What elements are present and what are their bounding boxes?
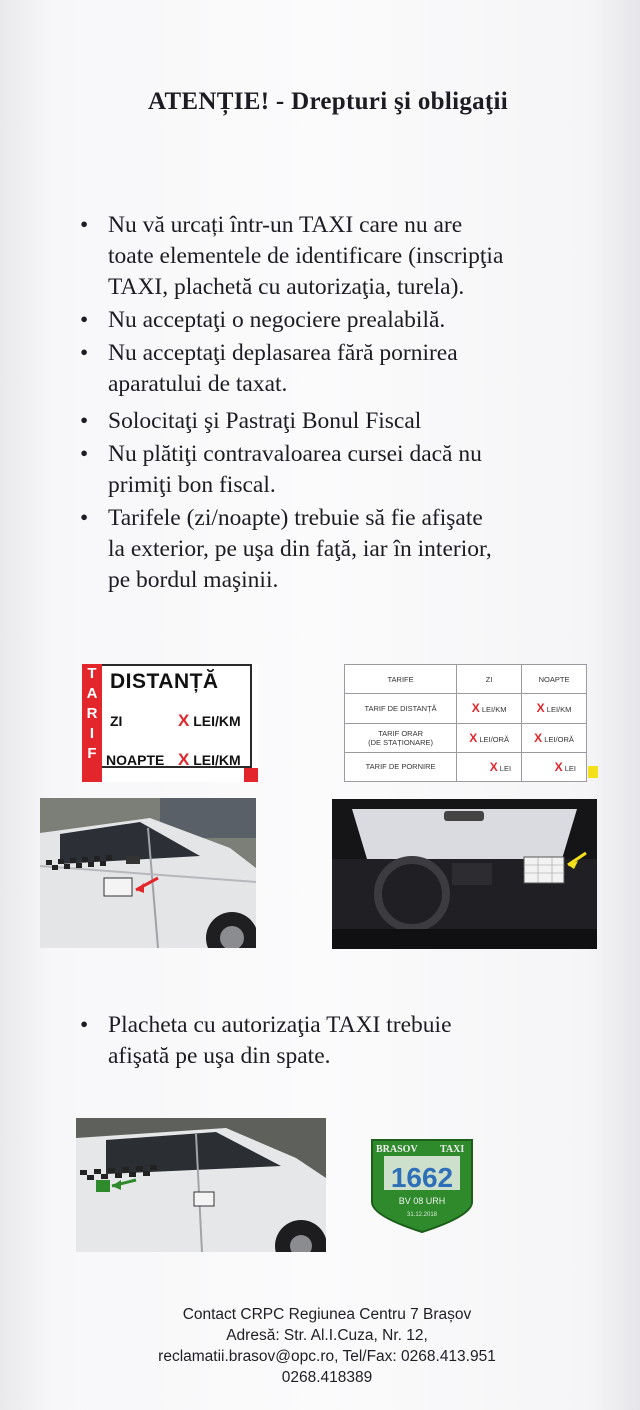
contact-line: Contact CRPC Regiunea Centru 7 Brașov: [182, 1306, 472, 1323]
table-row: TARIF DE DISTANȚĂ X LEI/KM X LEI/KM: [345, 694, 587, 723]
badge-plate: BV 08 URH: [398, 1196, 446, 1206]
taxi-authorization-badge: [370, 1136, 474, 1234]
badge-kind: TAXI: [440, 1144, 465, 1155]
taxi-front-door-photo: [40, 798, 256, 948]
list-item: • Nu plătiţi contravaloarea cursei dacă nu primiţi bon fiscal.: [80, 441, 482, 498]
list-item: • Solocitaţi şi Pastraţi Bonul Fiscal: [80, 408, 422, 434]
sign-heading: DISTANȚĂ: [110, 670, 219, 693]
sign-noapte-value: X LEI/KM: [178, 750, 241, 769]
list-item: • Nu acceptaţi deplasarea fără pornirea aparatului de taxat.: [80, 340, 458, 397]
badge-city: BRASOV: [376, 1144, 418, 1155]
tarif-vertical-bar: T A R I F: [82, 664, 102, 782]
sign-zi-label: ZI: [110, 713, 123, 729]
table-row: TARIF DE PORNIRE X LEI X LEI: [345, 752, 587, 781]
sign-zi-value: X LEI/KM: [178, 711, 241, 730]
taxi-rear-door-photo: [76, 1118, 326, 1252]
yellow-marker: [588, 766, 598, 778]
contact-email-phone: reclamatii.brasov@opc.ro, Tel/Fax: 0268.413.951: [158, 1348, 496, 1365]
tarif-sign: [82, 664, 258, 782]
rights-list: [78, 210, 598, 598]
contact-phone: 0268.418389: [281, 1369, 373, 1386]
contact-address: Adresă: Str. Al.I.Cuza, Nr. 12,: [226, 1327, 428, 1344]
placheta-note: • Placheta cu autorizaţia TAXI trebuie afişată pe uşa din spate.: [80, 1012, 452, 1069]
page-title: ATENȚIE! - Drepturi şi obligaţii: [147, 88, 509, 115]
tarif-table: [344, 664, 587, 782]
table-row: TARIF ORAR (DE STAȚIONARE) X LEI/ORĂ X LEI/ORĂ: [345, 723, 587, 752]
list-item: • Nu vă urcați într-un TAXI care nu are toate elementele de identificare (inscripţia TAXI, plachetă cu autorizaţia, turela).: [80, 212, 504, 300]
list-item: • Nu acceptaţi o negociere prealabilă.: [80, 307, 446, 333]
sign-noapte-label: NOAPTE: [106, 752, 165, 768]
dashboard-photo: [332, 799, 597, 949]
list-item: • Tarifele (zi/noapte) trebuie să fie afişate la exterior, pe uşa din faţă, iar în interior, pe bordul maşinii.: [80, 505, 492, 593]
table-row: TARIFE ZI NOAPTE: [345, 665, 587, 694]
badge-date: 31.12.2018: [406, 1212, 438, 1218]
badge-number: 1662: [390, 1162, 454, 1193]
contact-info: [0, 1304, 640, 1388]
